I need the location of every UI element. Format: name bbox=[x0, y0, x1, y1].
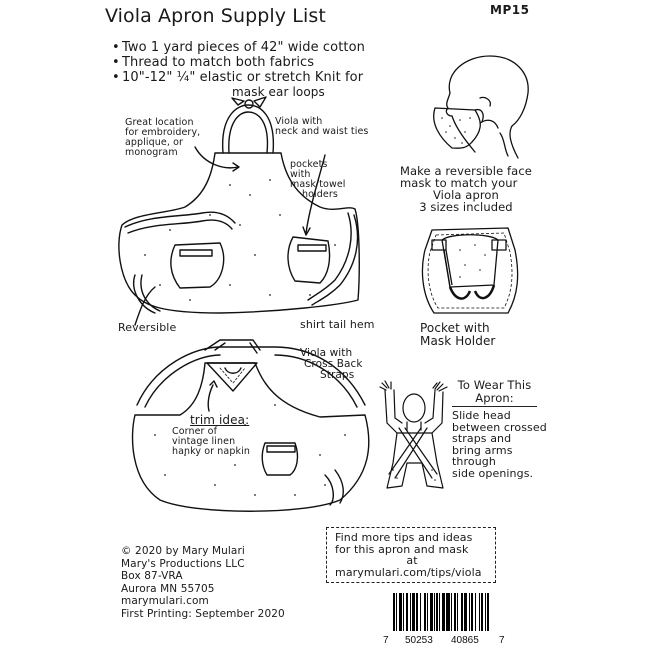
pattern-code: MP15 bbox=[490, 3, 530, 17]
publisher-name: Mary's Productions LLC bbox=[121, 557, 245, 570]
trim-idea-heading: trim idea: bbox=[190, 413, 250, 427]
printing-date: First Printing: September 2020 bbox=[121, 607, 285, 620]
supply-list bbox=[112, 40, 365, 100]
wear-instructions bbox=[452, 379, 547, 479]
copyright-line: © 2020 by Mary Mulari bbox=[121, 545, 245, 557]
neck-waist-ties-note: Viola with neck and waist ties bbox=[275, 116, 369, 137]
barcode-bars bbox=[393, 593, 489, 631]
tips-box: Find more tips and ideas for this apron and mask at marymulari.com/tips/viola bbox=[326, 527, 496, 583]
reversible-label: Reversible bbox=[118, 321, 177, 334]
bullet-icon: • bbox=[112, 55, 120, 70]
bullet-icon: • bbox=[112, 40, 120, 55]
pocket-mask-holder-illustration bbox=[420, 225, 520, 320]
pocket-mask-holder-caption: Pocket with Mask Holder bbox=[420, 321, 496, 348]
upc-barcode: 7 50253 40865 7 bbox=[383, 593, 543, 645]
wear-instructions-heading: To Wear This Apron: bbox=[452, 379, 537, 407]
publisher-credits bbox=[121, 545, 285, 620]
shirt-tail-hem-label: shirt tail hem bbox=[300, 318, 375, 331]
address-city: Aurora MN 55705 bbox=[121, 582, 215, 595]
bullet-icon: • bbox=[112, 70, 120, 85]
face-mask-note: Make a reversible face mask to match your Viola apron 3 sizes included bbox=[400, 164, 532, 214]
website-link[interactable]: marymulari.com bbox=[121, 595, 209, 607]
address-box: Box 87-VRA bbox=[121, 570, 183, 582]
wearing-apron-illustration bbox=[377, 378, 452, 493]
supply-item: • Two 1 yard pieces of 42" wide cotton bbox=[112, 40, 366, 55]
cross-back-straps-note: Viola with Cross Back Straps bbox=[300, 347, 363, 381]
supply-item: • 10"-12" ¼" elastic or stretch Knit for bbox=[112, 70, 364, 85]
embroidery-location-note: Great location for embroidery, applique, or monogram bbox=[125, 117, 201, 158]
supply-item: • Thread to match both fabrics bbox=[112, 55, 315, 70]
face-mask-illustration bbox=[420, 48, 540, 160]
tips-url-link[interactable]: marymulari.com/tips/viola bbox=[335, 565, 482, 579]
trim-idea-note: trim idea: Corner of vintage linen hanky or napkin bbox=[172, 413, 250, 457]
wear-instructions-body: Slide head between crossed straps and bring arms through side openings. bbox=[452, 409, 547, 480]
document-title: Viola Apron Supply List bbox=[105, 5, 326, 27]
pockets-note: pockets with mask/towel holders bbox=[290, 159, 346, 200]
supply-item-continuation: mask ear loops bbox=[232, 85, 325, 99]
